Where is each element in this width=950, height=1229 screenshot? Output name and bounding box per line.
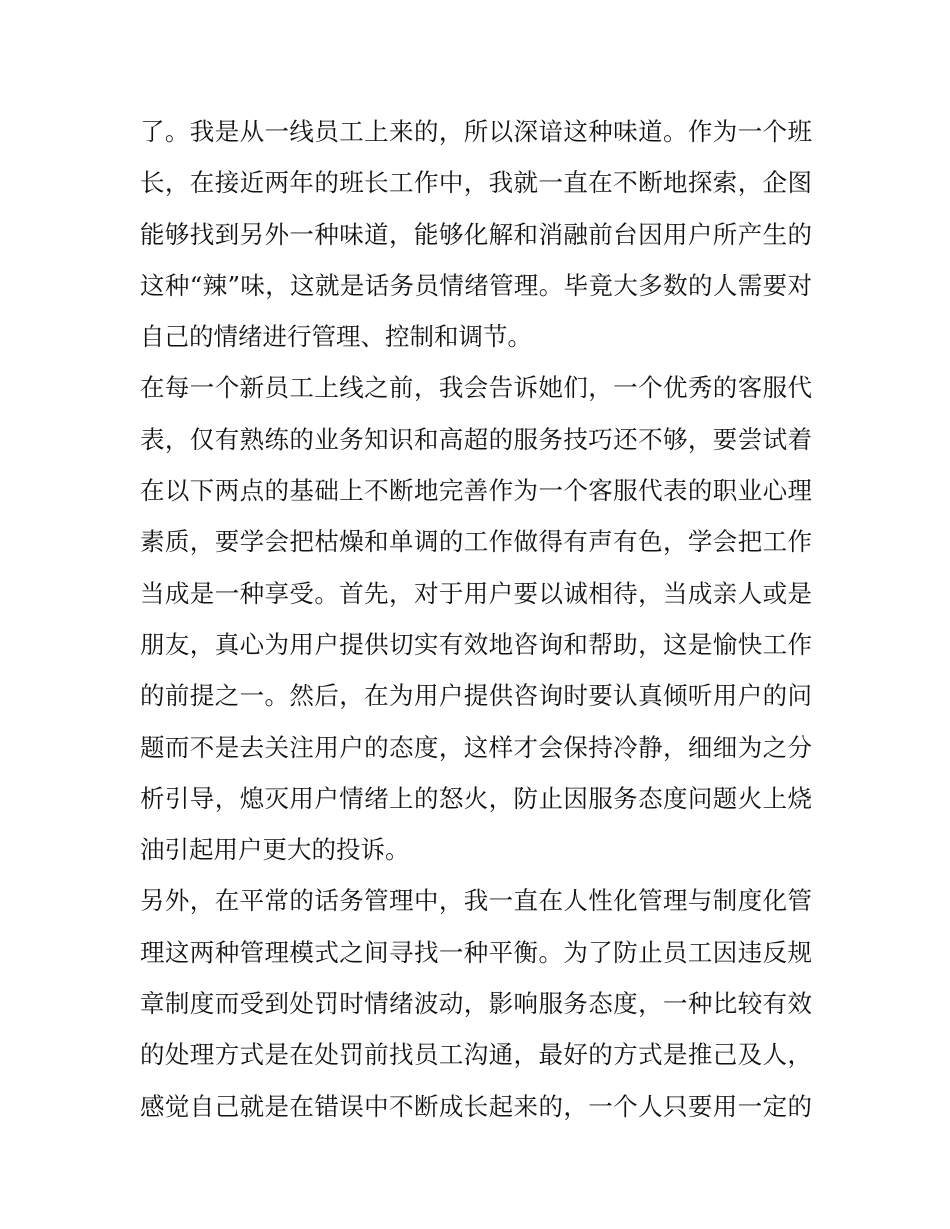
text-line: 在以下两点的基础上不断地完善作为一个客服代表的职业心理 — [140, 476, 812, 506]
paragraph-3 — [140, 875, 812, 1131]
document-body — [140, 106, 812, 1132]
text-line: 朋友，真心为用户提供切实有效地咨询和帮助，这是愉快工作 — [140, 629, 812, 659]
text-line: 理这两种管理模式之间寻找一种平衡。为了防止员工因违反规 — [140, 937, 812, 967]
text-line: 能够找到另外一种味道，能够化解和消融前台因用户所产生的 — [140, 219, 812, 249]
text-line: 表，仅有熟练的业务知识和高超的服务技巧还不够，要尝试着 — [140, 424, 812, 454]
text-line: 了。我是从一线员工上来的，所以深谙这种味道。作为一个班 — [140, 117, 812, 146]
text-line: 章制度而受到处罚时情绪波动，影响服务态度，一种比较有效 — [140, 989, 812, 1019]
text-line: 感觉自己就是在错误中不断成长起来的，一个人只要用一定的 — [140, 1091, 812, 1121]
text-line: 这种“辣”味，这就是话务员情绪管理。毕竟大多数的人需要对 — [140, 270, 812, 300]
text-line: 油引起用户更大的投诉。 — [140, 835, 410, 865]
text-line: 自己的情绪进行管理、控制和调节。 — [140, 322, 532, 352]
text-line: 当成是一种享受。首先，对于用户要以诚相待，当成亲人或是 — [140, 578, 812, 608]
text-line: 析引导，熄灭用户情绪上的怒火，防止因服务态度问题火上烧 — [140, 783, 812, 813]
text-line: 的前提之一。然后，在为用户提供咨询时要认真倾听用户的问 — [140, 681, 812, 711]
text-line: 的处理方式是在处罚前找员工沟通，最好的方式是推己及人， — [140, 1040, 812, 1070]
text-line: 长，在接近两年的班长工作中，我就一直在不断地探索，企图 — [140, 168, 812, 198]
text-line: 另外，在平常的话务管理中，我一直在人性化管理与制度化管 — [140, 886, 812, 916]
paragraph-1 — [140, 106, 812, 362]
text-line: 题而不是去关注用户的态度，这样才会保持冷静，细细为之分 — [140, 732, 812, 762]
text-line: 在每一个新员工上线之前，我会告诉她们，一个优秀的客服代 — [140, 373, 812, 403]
paragraph-2 — [140, 362, 812, 875]
text-line: 素质，要学会把枯燥和单调的工作做得有声有色，学会把工作 — [140, 527, 812, 557]
